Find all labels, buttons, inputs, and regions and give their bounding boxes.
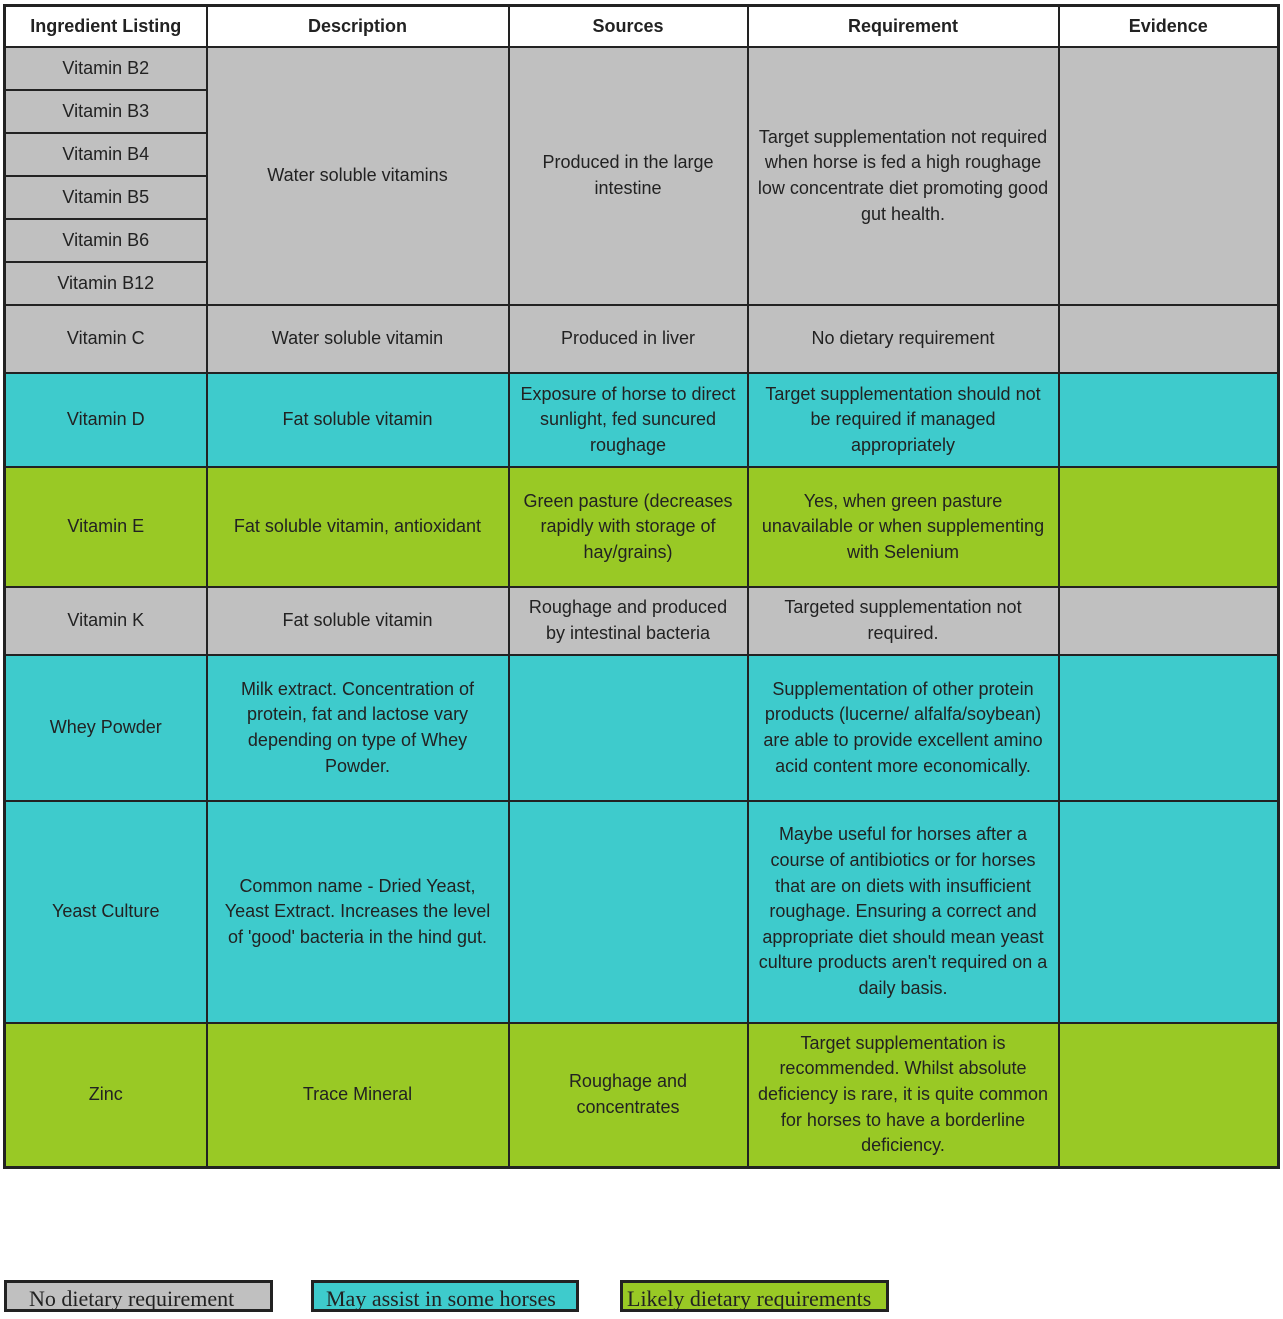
sources-cell: Roughage and produced by intestinal bacteria <box>509 587 748 655</box>
evidence-cell <box>1059 373 1279 467</box>
ingredient-cell: Yeast Culture <box>5 801 207 1023</box>
sources-cell <box>509 655 748 801</box>
sources-cell <box>509 801 748 1023</box>
description-cell: Fat soluble vitamin, antioxidant <box>207 467 509 587</box>
requirement-cell: Supplementation of other protein products (lucerne/ alfalfa/soybean) are able to provide excellent amino acid content more economically. <box>748 655 1059 801</box>
evidence-cell <box>1059 801 1279 1023</box>
requirement-cell: No dietary requirement <box>748 305 1059 373</box>
legend-no-requirement: No dietary requirement <box>4 1280 273 1312</box>
requirement-cell: Maybe useful for horses after a course of antibiotics or for horses that are on diets with insufficient roughage. Ensuring a correct and appropriate diet should mean yeast culture products aren't required on a daily basis. <box>748 801 1059 1023</box>
ingredient-cell: Zinc <box>5 1023 207 1167</box>
ingredient-cell: Vitamin C <box>5 305 207 373</box>
evidence-cell <box>1059 305 1279 373</box>
table-row <box>5 305 1279 373</box>
sources-cell: Exposure of horse to direct sunlight, fed suncured roughage <box>509 373 748 467</box>
ingredient-cell: Vitamin B5 <box>5 176 207 219</box>
evidence-cell <box>1059 587 1279 655</box>
header-ingredient: Ingredient Listing <box>5 6 207 48</box>
header-row <box>5 6 1279 48</box>
description-cell: Trace Mineral <box>207 1023 509 1167</box>
table-row <box>5 801 1279 1023</box>
requirement-cell: Target supplementation should not be required if managed appropriately <box>748 373 1059 467</box>
description-cell: Fat soluble vitamin <box>207 373 509 467</box>
ingredient-table <box>3 4 1280 1169</box>
table-row <box>5 1023 1279 1167</box>
description-cell: Water soluble vitamins <box>207 47 509 305</box>
table-row <box>5 655 1279 801</box>
header-sources: Sources <box>509 6 748 48</box>
header-description: Description <box>207 6 509 48</box>
ingredient-cell: Vitamin B6 <box>5 219 207 262</box>
requirement-cell: Target supplementation not required when horse is fed a high roughage low concentrate diet promoting good gut health. <box>748 47 1059 305</box>
evidence-cell <box>1059 655 1279 801</box>
description-cell: Fat soluble vitamin <box>207 587 509 655</box>
ingredient-cell: Vitamin B2 <box>5 47 207 90</box>
ingredient-cell: Vitamin K <box>5 587 207 655</box>
header-evidence: Evidence <box>1059 6 1279 48</box>
description-cell: Milk extract. Concentration of protein, fat and lactose vary depending on type of Whey Powder. <box>207 655 509 801</box>
table-row <box>5 373 1279 467</box>
sources-cell: Green pasture (decreases rapidly with storage of hay/grains) <box>509 467 748 587</box>
requirement-cell: Targeted supplementation not required. <box>748 587 1059 655</box>
ingredient-cell: Vitamin D <box>5 373 207 467</box>
requirement-cell: Target supplementation is recommended. Whilst absolute deficiency is rare, it is quite common for horses to have a borderline deficiency. <box>748 1023 1059 1167</box>
sources-cell: Produced in the large intestine <box>509 47 748 305</box>
legend-may-assist: May assist in some horses <box>311 1280 579 1312</box>
ingredient-cell: Whey Powder <box>5 655 207 801</box>
ingredient-cell: Vitamin E <box>5 467 207 587</box>
ingredient-cell: Vitamin B12 <box>5 262 207 305</box>
sources-cell: Roughage and concentrates <box>509 1023 748 1167</box>
evidence-cell <box>1059 1023 1279 1167</box>
header-requirement: Requirement <box>748 6 1059 48</box>
table-row <box>5 47 1279 90</box>
table-row <box>5 467 1279 587</box>
ingredient-cell: Vitamin B4 <box>5 133 207 176</box>
evidence-cell <box>1059 47 1279 305</box>
legend-likely-requirement: Likely dietary requirements <box>620 1280 889 1312</box>
evidence-cell <box>1059 467 1279 587</box>
table-row <box>5 587 1279 655</box>
ingredient-cell: Vitamin B3 <box>5 90 207 133</box>
requirement-cell: Yes, when green pasture unavailable or when supplementing with Selenium <box>748 467 1059 587</box>
sources-cell: Produced in liver <box>509 305 748 373</box>
description-cell: Common name - Dried Yeast, Yeast Extract. Increases the level of 'good' bacteria in the hind gut. <box>207 801 509 1023</box>
description-cell: Water soluble vitamin <box>207 305 509 373</box>
